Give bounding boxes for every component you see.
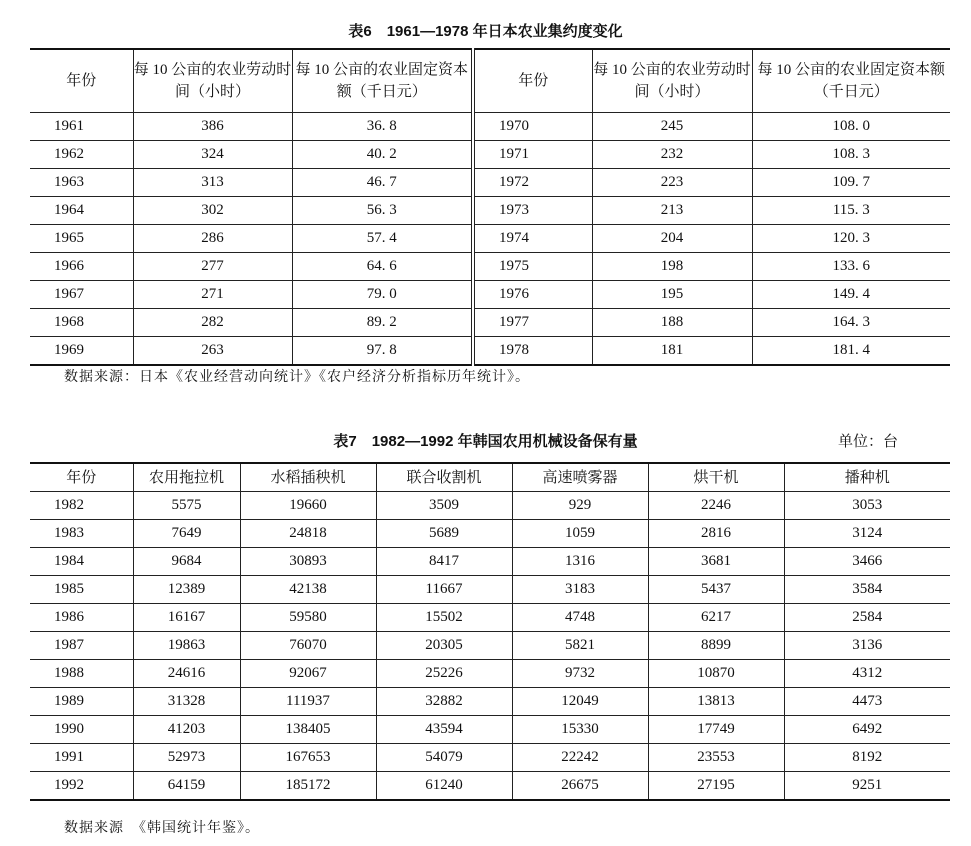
value-cell: 5689 xyxy=(376,520,512,548)
value-cell: 43594 xyxy=(376,716,512,744)
value-cell: 302 xyxy=(133,197,292,225)
value-cell: 286 xyxy=(133,225,292,253)
table-row xyxy=(30,744,950,772)
column-header: 烘干机 xyxy=(648,463,784,492)
value-cell: 6217 xyxy=(648,604,784,632)
table-row xyxy=(30,632,950,660)
value-cell: 40. 2 xyxy=(292,141,473,169)
year-cell: 1986 xyxy=(30,604,133,632)
year-cell: 1964 xyxy=(30,197,133,225)
value-cell: 31328 xyxy=(133,688,240,716)
value-cell: 181. 4 xyxy=(752,337,950,366)
value-cell: 3681 xyxy=(648,548,784,576)
value-cell: 2246 xyxy=(648,492,784,520)
year-cell: 1978 xyxy=(473,337,592,366)
table-row xyxy=(30,772,950,801)
value-cell: 149. 4 xyxy=(752,281,950,309)
table6-title: 表6 1961—1978 年日本农业集约度变化 xyxy=(348,23,623,40)
value-cell: 3584 xyxy=(784,576,950,604)
value-cell: 386 xyxy=(133,113,292,141)
year-cell: 1989 xyxy=(30,688,133,716)
year-cell: 1975 xyxy=(473,253,592,281)
value-cell: 56. 3 xyxy=(292,197,473,225)
value-cell: 198 xyxy=(592,253,752,281)
value-cell: 3053 xyxy=(784,492,950,520)
value-cell: 36. 8 xyxy=(292,113,473,141)
value-cell: 76070 xyxy=(240,632,376,660)
value-cell: 263 xyxy=(133,337,292,366)
table-row xyxy=(30,253,950,281)
year-cell: 1970 xyxy=(473,113,592,141)
value-cell: 111937 xyxy=(240,688,376,716)
table-row xyxy=(30,337,950,366)
year-cell: 1971 xyxy=(473,141,592,169)
value-cell: 108. 0 xyxy=(752,113,950,141)
value-cell: 79. 0 xyxy=(292,281,473,309)
column-header: 每 10 公亩的农业固定资本额（千日元） xyxy=(292,49,473,113)
year-cell: 1972 xyxy=(473,169,592,197)
year-cell: 1988 xyxy=(30,660,133,688)
value-cell: 8192 xyxy=(784,744,950,772)
column-header: 每 10 公亩的农业固定资本额（千日元） xyxy=(752,49,950,113)
column-header: 年份 xyxy=(30,463,133,492)
value-cell: 64159 xyxy=(133,772,240,801)
value-cell: 27195 xyxy=(648,772,784,801)
table-row xyxy=(30,281,950,309)
value-cell: 277 xyxy=(133,253,292,281)
value-cell: 3466 xyxy=(784,548,950,576)
value-cell: 929 xyxy=(512,492,648,520)
value-cell: 24616 xyxy=(133,660,240,688)
year-cell: 1977 xyxy=(473,309,592,337)
value-cell: 59580 xyxy=(240,604,376,632)
value-cell: 25226 xyxy=(376,660,512,688)
value-cell: 1316 xyxy=(512,548,648,576)
value-cell: 12389 xyxy=(133,576,240,604)
value-cell: 5437 xyxy=(648,576,784,604)
value-cell: 223 xyxy=(592,169,752,197)
value-cell: 164. 3 xyxy=(752,309,950,337)
column-header: 水稻插秧机 xyxy=(240,463,376,492)
value-cell: 9251 xyxy=(784,772,950,801)
table-row xyxy=(30,225,950,253)
value-cell: 204 xyxy=(592,225,752,253)
table6-source: 数据来源：日本《农业经营动向统计》《农户经济分析指标历年统计》。 xyxy=(64,370,530,385)
year-cell: 1991 xyxy=(30,744,133,772)
value-cell: 138405 xyxy=(240,716,376,744)
value-cell: 3136 xyxy=(784,632,950,660)
year-cell: 1985 xyxy=(30,576,133,604)
value-cell: 11667 xyxy=(376,576,512,604)
value-cell: 16167 xyxy=(133,604,240,632)
value-cell: 41203 xyxy=(133,716,240,744)
year-cell: 1963 xyxy=(30,169,133,197)
value-cell: 30893 xyxy=(240,548,376,576)
year-cell: 1968 xyxy=(30,309,133,337)
value-cell: 3124 xyxy=(784,520,950,548)
value-cell: 181 xyxy=(592,337,752,366)
year-cell: 1962 xyxy=(30,141,133,169)
value-cell: 4473 xyxy=(784,688,950,716)
value-cell: 9732 xyxy=(512,660,648,688)
year-cell: 1990 xyxy=(30,716,133,744)
value-cell: 10870 xyxy=(648,660,784,688)
table7-source: 数据来源 《韩国统计年鉴》。 xyxy=(64,821,260,836)
value-cell: 3509 xyxy=(376,492,512,520)
table-row xyxy=(30,309,950,337)
value-cell: 64. 6 xyxy=(292,253,473,281)
value-cell: 188 xyxy=(592,309,752,337)
value-cell: 1059 xyxy=(512,520,648,548)
table-row xyxy=(30,716,950,744)
year-cell: 1974 xyxy=(473,225,592,253)
year-cell: 1973 xyxy=(473,197,592,225)
value-cell: 109. 7 xyxy=(752,169,950,197)
value-cell: 282 xyxy=(133,309,292,337)
table-row xyxy=(30,520,950,548)
value-cell: 97. 8 xyxy=(292,337,473,366)
value-cell: 6492 xyxy=(784,716,950,744)
column-header: 播种机 xyxy=(784,463,950,492)
value-cell: 232 xyxy=(592,141,752,169)
table-row xyxy=(30,576,950,604)
value-cell: 24818 xyxy=(240,520,376,548)
table6 xyxy=(30,48,950,366)
value-cell: 92067 xyxy=(240,660,376,688)
table-row xyxy=(30,169,950,197)
value-cell: 5821 xyxy=(512,632,648,660)
value-cell: 22242 xyxy=(512,744,648,772)
value-cell: 245 xyxy=(592,113,752,141)
table-row xyxy=(30,492,950,520)
value-cell: 120. 3 xyxy=(752,225,950,253)
table7 xyxy=(30,462,950,801)
year-cell: 1987 xyxy=(30,632,133,660)
value-cell: 185172 xyxy=(240,772,376,801)
value-cell: 108. 3 xyxy=(752,141,950,169)
value-cell: 324 xyxy=(133,141,292,169)
year-cell: 1984 xyxy=(30,548,133,576)
value-cell: 9684 xyxy=(133,548,240,576)
value-cell: 17749 xyxy=(648,716,784,744)
value-cell: 7649 xyxy=(133,520,240,548)
column-header: 每 10 公亩的农业劳动时间（小时） xyxy=(133,49,292,113)
value-cell: 15502 xyxy=(376,604,512,632)
value-cell: 167653 xyxy=(240,744,376,772)
value-cell: 15330 xyxy=(512,716,648,744)
value-cell: 115. 3 xyxy=(752,197,950,225)
value-cell: 12049 xyxy=(512,688,648,716)
value-cell: 52973 xyxy=(133,744,240,772)
value-cell: 3183 xyxy=(512,576,648,604)
year-cell: 1992 xyxy=(30,772,133,801)
value-cell: 5575 xyxy=(133,492,240,520)
year-cell: 1961 xyxy=(30,113,133,141)
value-cell: 89. 2 xyxy=(292,309,473,337)
column-header: 农用拖拉机 xyxy=(133,463,240,492)
column-header: 高速喷雾器 xyxy=(512,463,648,492)
value-cell: 20305 xyxy=(376,632,512,660)
value-cell: 133. 6 xyxy=(752,253,950,281)
value-cell: 26675 xyxy=(512,772,648,801)
value-cell: 4748 xyxy=(512,604,648,632)
value-cell: 42138 xyxy=(240,576,376,604)
year-cell: 1983 xyxy=(30,520,133,548)
value-cell: 19863 xyxy=(133,632,240,660)
year-cell: 1965 xyxy=(30,225,133,253)
value-cell: 57. 4 xyxy=(292,225,473,253)
column-header: 年份 xyxy=(30,49,133,113)
value-cell: 8417 xyxy=(376,548,512,576)
value-cell: 32882 xyxy=(376,688,512,716)
column-header: 联合收割机 xyxy=(376,463,512,492)
year-cell: 1976 xyxy=(473,281,592,309)
value-cell: 2584 xyxy=(784,604,950,632)
value-cell: 213 xyxy=(592,197,752,225)
value-cell: 54079 xyxy=(376,744,512,772)
value-cell: 23553 xyxy=(648,744,784,772)
table-row xyxy=(30,141,950,169)
value-cell: 195 xyxy=(592,281,752,309)
table-row xyxy=(30,660,950,688)
table7-title: 表7 1982—1992 年韩国农用机械设备保有量 xyxy=(333,433,638,450)
value-cell: 61240 xyxy=(376,772,512,801)
value-cell: 313 xyxy=(133,169,292,197)
year-cell: 1969 xyxy=(30,337,133,366)
column-header: 每 10 公亩的农业劳动时间（小时） xyxy=(592,49,752,113)
table7-unit: 单位：台 xyxy=(838,434,899,450)
table-row xyxy=(30,548,950,576)
value-cell: 46. 7 xyxy=(292,169,473,197)
value-cell: 8899 xyxy=(648,632,784,660)
value-cell: 19660 xyxy=(240,492,376,520)
year-cell: 1966 xyxy=(30,253,133,281)
table-row xyxy=(30,197,950,225)
value-cell: 13813 xyxy=(648,688,784,716)
year-cell: 1967 xyxy=(30,281,133,309)
table-row xyxy=(30,113,950,141)
year-cell: 1982 xyxy=(30,492,133,520)
table-row xyxy=(30,688,950,716)
table-row xyxy=(30,604,950,632)
column-header: 年份 xyxy=(473,49,592,113)
value-cell: 271 xyxy=(133,281,292,309)
value-cell: 4312 xyxy=(784,660,950,688)
value-cell: 2816 xyxy=(648,520,784,548)
